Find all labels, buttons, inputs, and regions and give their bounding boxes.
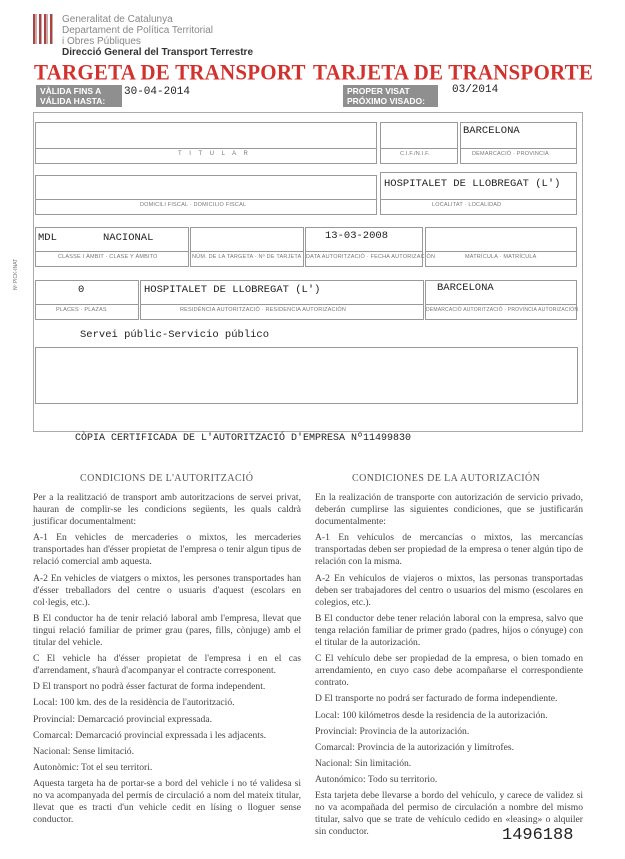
conditions-ca-p8: Comarcal: Demarcació provincial expressada i les adjacents. [33,729,267,741]
next-visa-label-2: PRÓXIMO VISADO: [347,96,425,106]
demarcacio-label: DEMARCACIÓ · PROVINCIA [472,151,549,157]
conditions-es-p4: C El vehículo debe ser propiedad de la empresa, o bien tomado en arrendamiento, en cuyo caso debe acompañarse el correspondiente contrato. [315,653,583,689]
classe-value-2: NACIONAL [103,232,154,244]
conditions-ca-p11: Aquesta targeta ha de portar-se a bord del vehicle i no té validesa si no va acompanyada del permís de circulació a nom del mateix titular, llevat que es tracti d'un vehicle cedit en lísing o lloguer sense conductor. [33,777,301,826]
demarcacio-autoritzacio-value: BARCELONA [437,282,494,294]
conditions-ca-p5: D El transport no podrà ésser facturat de forma independent. [33,681,266,693]
cif-label: C.I.F./N.I.F. [400,151,430,157]
conditions-ca-title: CONDICIONS DE L'AUTORITZACIÓ [80,473,254,484]
conditions-ca-body [33,492,301,830]
header-line-4: Direcció General del Transport Terrestre [62,47,254,58]
classe-value-1: MDL [38,232,57,244]
next-visa-value: 03/2014 [452,84,499,96]
generalitat-logo [33,14,53,44]
conditions-es-p6: Local: 100 kilómetros desde la residencia de la autorización. [315,709,548,721]
side-code: Nº PICK-INAT [13,258,19,290]
conditions-ca-p1: A-1 En vehicles de mercaderies o mixtos, les mercaderies transportades han d'ésser propietat de l'empresa o tenir algun tipus de relació comercial amb aquesta. [33,532,301,568]
classe-label: CLASSE I ÀMBIT · CLASE Y ÁMBITO [58,254,158,260]
data-autoritzacio-value: 13-03-2008 [325,230,389,242]
domicili-cell [35,175,377,215]
servei-label: Servei públic-Servicio público [80,329,270,341]
residencia-label: RESIDÈNCIA AUTORITZACIÓ · RESIDENCIA AUTORIZACIÓN [180,307,347,313]
conditions-es-p11: Esta tarjeta debe llevarse a bordo del vehículo, y carece de validez si no va acompañada del permiso de circulación a nombre del mismo titular, salvo que se trate de vehículo cedido en «leasing» o alquiler sin conductor. [315,789,583,838]
header-line-2: Departament de Política Territorial [62,25,213,36]
conditions-es-title: CONDICIONES DE LA AUTORIZACIÓN [352,473,541,484]
conditions-es-p10: Autonómico: Todo su territorio. [315,773,438,785]
next-visa-label-box [343,85,438,107]
num-targeta-label: NÚM. DE LA TARGETA · Nº DE TARJETA [192,254,302,260]
conditions-ca-p3: B El conductor ha de tenir relació laboral amb l'empresa, llevat que tingui relació familiar de primer grau (pares, fills, cònjuge) amb el titular del vehicle. [33,612,301,649]
conditions-ca-p0: Per a la realització de transport amb autoritzacions de servei privat, hauran de complir-se les condicions següents, les quals caldrà justificar documentalment: [33,492,301,528]
places-label: PLACES · PLAZAS [56,307,107,313]
next-visa-label-1: PROPER VISAT [347,86,410,96]
conditions-es-p0: En la realización de transporte con autorización de servicio privado, deberán cumplirse las siguientes condiciones, que se justificarán documentalmente: [315,492,583,528]
residencia-value: HOSPITALET DE LLOBREGAT (L') [144,284,321,296]
conditions-es-p2: A-2 En vehículos de viajeros o mixtos, las personas transportadas deben ser trabajadores del centro o usuarios del mismo (escolares en colegios, etc.). [315,572,583,608]
titular-label: T I T U L A R [178,151,251,157]
title-spanish: TARJETA DE TRANSPORTE [313,59,594,85]
cif-cell [380,122,458,164]
places-value: 0 [78,284,85,296]
validity-value: 30-04-2014 [124,86,191,98]
domicili-label: DOMICILI FISCAL · DOMICILIO FISCAL [140,202,247,208]
validity-label-1: VÀLIDA FINS A [40,86,102,96]
title-catalan: TARGETA DE TRANSPORT [34,59,306,85]
conditions-es-p1: A-1 En vehículos de mercancías o mixtos, las mercancías transportadas deben ser propiedad de la empresa o tener algún tipo de relación con la misma. [315,532,583,568]
places-cell [35,280,139,320]
conditions-ca-p4: C El vehicle ha d'ésser propietat de l'empresa i en el cas d'arrendament, s'haurà d'acompanyar el contracte corresponent. [33,653,301,677]
conditions-ca-p7: Provincial: Demarcació provincial expressada. [33,713,213,725]
serial-number: 1496188 [502,826,574,845]
matricula-cell [425,227,577,267]
demarcacio-value: BARCELONA [463,125,520,137]
titular-cell [35,122,377,164]
conditions-es-p9: Nacional: Sin limitación. [315,757,412,769]
demarcacio-autoritzacio-label: DEMARCACIÓ AUTORITZACIÓ · PROVINCIA AUTORIZACIÓN [426,307,579,313]
validity-label-box [36,85,122,107]
conditions-ca-p2: A-2 En vehicles de viatgers o mixtos, les persones transportades han d'ésser treballadors del centre o usuaris d'aquest (escolars en col·legis, etc.). [33,572,301,608]
conditions-ca-p6: Local: 100 km. des de la residència de l'autorització. [33,697,235,709]
matricula-label: MATRÍCULA · MATRÍCULA [465,254,537,260]
conditions-ca-p10: Autonòmic: Tot el seu territori. [33,761,153,773]
num-targeta-cell [190,227,304,267]
localitat-value: HOSPITALET DE LLOBREGAT (L') [384,178,561,190]
conditions-es-p5: D El transporte no podrá ser facturado de forma independiente. [315,693,558,705]
servei-box [35,347,578,404]
header-line-1: Generalitat de Catalunya [62,14,173,25]
data-autoritzacio-label: DATA AUTORITZACIÓ · FECHA AUTORIZACIÓN [306,254,436,260]
localitat-label: LOCALITAT · LOCALIDAD [432,202,502,208]
conditions-es-p7: Provincial: Provincia de la autorización. [315,725,470,737]
copy-line: CÒPIA CERTIFICADA DE L'AUTORITZACIÓ D'EMPRESA Nº11499830 [75,433,412,444]
conditions-ca-p9: Nacional: Sense limitació. [33,745,134,757]
conditions-es-p8: Comarcal: Provincia de la autorización y limítrofes. [315,741,515,753]
conditions-es-p3: B El conductor debe tener relación laboral con la empresa, salvo que tenga relación familiar de primer grado (padres, hijos o cónyuge) con el titular de la autorización. [315,612,583,649]
header-line-3: i Obres Públiques [62,36,141,47]
conditions-es-body [315,492,583,842]
validity-label-2: VÁLIDA HASTA: [40,96,106,106]
